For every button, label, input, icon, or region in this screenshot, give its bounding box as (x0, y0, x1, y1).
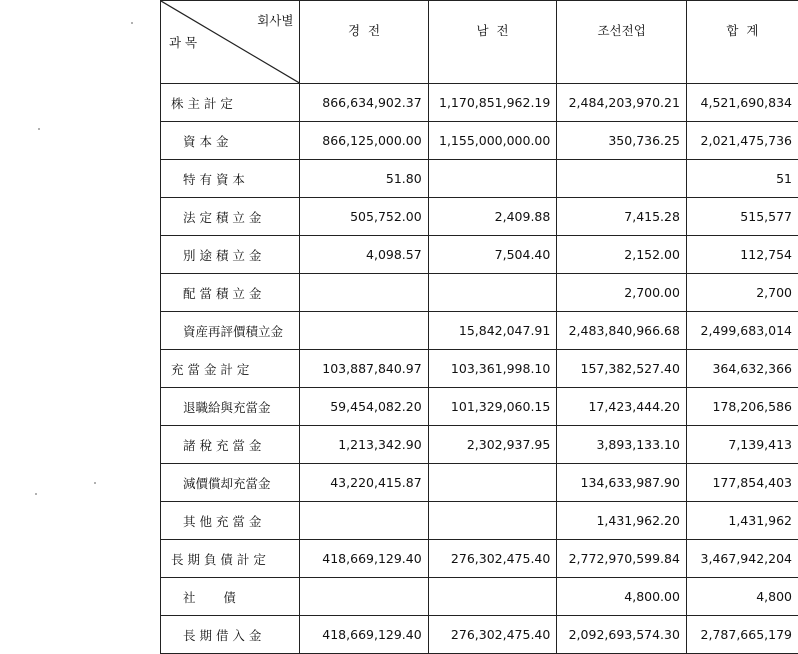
value-cell: 2,484,203,970.21 (557, 84, 687, 122)
value-cell: 177,854,403 (686, 464, 798, 502)
financial-table (160, 0, 798, 654)
scan-speck (38, 128, 40, 130)
value-cell: 866,125,000.00 (300, 122, 428, 160)
corner-company-label: 회사별 (257, 11, 293, 29)
value-cell: 2,302,937.95 (428, 426, 557, 464)
value-cell: 103,887,840.97 (300, 350, 428, 388)
row-label: 長 期 負 債 計 定 (161, 540, 300, 578)
row-label: 別 途 積 立 金 (161, 236, 300, 274)
value-cell: 1,431,962.20 (557, 502, 687, 540)
scan-speck (35, 493, 37, 495)
value-cell: 4,521,690,834 (686, 84, 798, 122)
corner-subject-label: 과 목 (169, 33, 197, 51)
row-label: 株 主 計 定 (161, 84, 300, 122)
row-label: 退職給與充當金 (161, 388, 300, 426)
header-total: 합 계 (686, 1, 798, 84)
value-cell: 1,170,851,962.19 (428, 84, 557, 122)
value-cell (300, 312, 428, 350)
row-label: 特 有 資 本 (161, 160, 300, 198)
value-cell: 178,206,586 (686, 388, 798, 426)
table-row (161, 616, 798, 654)
table-row (161, 464, 798, 502)
value-cell: 43,220,415.87 (300, 464, 428, 502)
value-cell: 2,700 (686, 274, 798, 312)
value-cell: 103,361,998.10 (428, 350, 557, 388)
value-cell: 350,736.25 (557, 122, 687, 160)
value-cell: 2,409.88 (428, 198, 557, 236)
value-cell: 515,577 (686, 198, 798, 236)
value-cell: 15,842,047.91 (428, 312, 557, 350)
value-cell (557, 160, 687, 198)
scan-speck (131, 22, 133, 24)
value-cell: 51.80 (300, 160, 428, 198)
table-row (161, 160, 798, 198)
value-cell: 4,800 (686, 578, 798, 616)
value-cell: 276,302,475.40 (428, 616, 557, 654)
header-company-namjeon: 남 전 (428, 1, 557, 84)
row-label: 社 債 (161, 578, 300, 616)
value-cell: 1,431,962 (686, 502, 798, 540)
value-cell: 2,787,665,179 (686, 616, 798, 654)
value-cell: 134,633,987.90 (557, 464, 687, 502)
value-cell: 7,504.40 (428, 236, 557, 274)
value-cell: 1,155,000,000.00 (428, 122, 557, 160)
value-cell: 3,467,942,204 (686, 540, 798, 578)
value-cell: 1,213,342.90 (300, 426, 428, 464)
value-cell: 59,454,082.20 (300, 388, 428, 426)
row-label: 長 期 借 入 金 (161, 616, 300, 654)
value-cell (428, 502, 557, 540)
corner-cell (161, 1, 300, 84)
value-cell: 112,754 (686, 236, 798, 274)
value-cell: 2,152.00 (557, 236, 687, 274)
value-cell: 2,483,840,966.68 (557, 312, 687, 350)
header-company-joseonjeonup: 조선전업 (557, 1, 687, 84)
value-cell: 418,669,129.40 (300, 540, 428, 578)
table-row (161, 350, 798, 388)
table-row (161, 388, 798, 426)
value-cell (300, 578, 428, 616)
value-cell: 2,499,683,014 (686, 312, 798, 350)
header-company-kyungjeon: 경 전 (300, 1, 428, 84)
value-cell (428, 274, 557, 312)
value-cell: 2,092,693,574.30 (557, 616, 687, 654)
table-row (161, 578, 798, 616)
value-cell (300, 502, 428, 540)
value-cell: 505,752.00 (300, 198, 428, 236)
table-row (161, 502, 798, 540)
value-cell: 2,700.00 (557, 274, 687, 312)
table-row (161, 274, 798, 312)
table-row (161, 312, 798, 350)
value-cell (300, 274, 428, 312)
value-cell: 51 (686, 160, 798, 198)
table-row (161, 236, 798, 274)
row-label: 配 當 積 立 金 (161, 274, 300, 312)
value-cell: 3,893,133.10 (557, 426, 687, 464)
header-row (161, 1, 798, 84)
value-cell: 7,415.28 (557, 198, 687, 236)
table-row (161, 198, 798, 236)
value-cell: 2,772,970,599.84 (557, 540, 687, 578)
value-cell: 4,800.00 (557, 578, 687, 616)
value-cell: 866,634,902.37 (300, 84, 428, 122)
row-label: 諸 稅 充 當 金 (161, 426, 300, 464)
value-cell: 7,139,413 (686, 426, 798, 464)
table-row (161, 426, 798, 464)
table-row (161, 540, 798, 578)
value-cell: 157,382,527.40 (557, 350, 687, 388)
row-label: 法 定 積 立 金 (161, 198, 300, 236)
value-cell (428, 464, 557, 502)
value-cell (428, 578, 557, 616)
row-label: 充 當 金 計 定 (161, 350, 300, 388)
table-row (161, 84, 798, 122)
value-cell: 418,669,129.40 (300, 616, 428, 654)
row-label: 減價償却充當金 (161, 464, 300, 502)
value-cell: 364,632,366 (686, 350, 798, 388)
row-label: 資産再評價積立金 (161, 312, 300, 350)
scan-speck (94, 482, 96, 484)
value-cell (428, 160, 557, 198)
value-cell: 17,423,444.20 (557, 388, 687, 426)
row-label: 其 他 充 當 金 (161, 502, 300, 540)
value-cell: 4,098.57 (300, 236, 428, 274)
row-label: 資 本 金 (161, 122, 300, 160)
table-row (161, 122, 798, 160)
value-cell: 276,302,475.40 (428, 540, 557, 578)
value-cell: 101,329,060.15 (428, 388, 557, 426)
value-cell: 2,021,475,736 (686, 122, 798, 160)
